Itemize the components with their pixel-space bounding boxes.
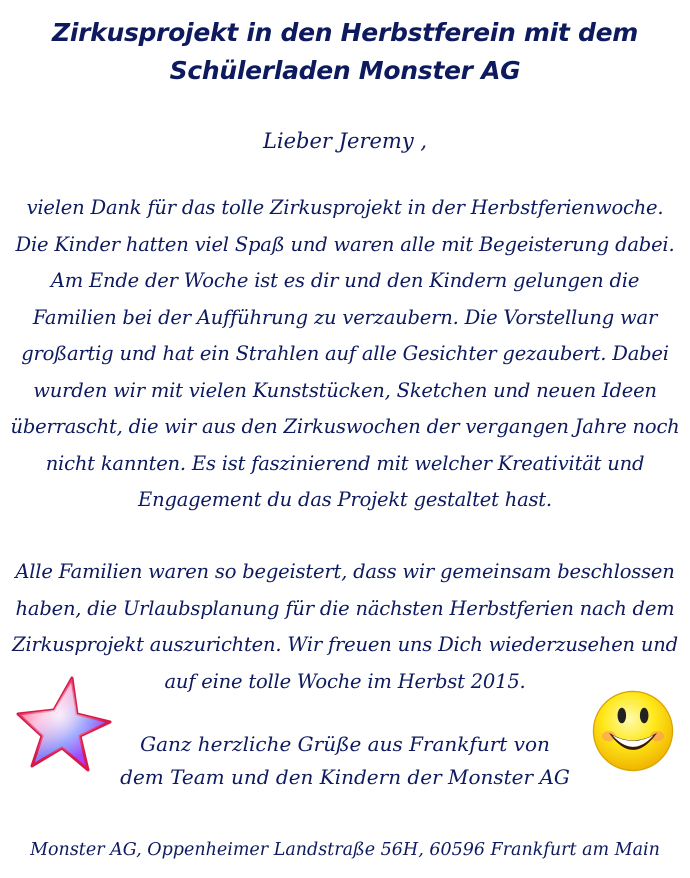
smiley-face-icon <box>590 688 676 774</box>
footer-address: Monster AG, Oppenheimer Landstraße 56H, 60596 Frankfurt am Main <box>30 840 660 860</box>
title-line-2: Schülerladen Monster AG <box>169 56 521 85</box>
closing-line-2: dem Team und den Kindern der Monster AG <box>120 765 570 789</box>
body-paragraph-2: Alle Familien waren so begeistert, dass wir gemeinsam beschlossen haben, die Urlaubsplanung für die nächsten Herbstferien nach dem Zirkusprojekt auszurichten. Wir freuen uns Dich wiederzusehen und auf eine tolle Woche im Herbst 2015. <box>12 560 678 693</box>
body-paragraph-1: vielen Dank für das tolle Zirkusprojekt in der Herbstferienwoche. Die Kinder hatten viel Spaß und waren alle mit Begeisterung dabei. Am Ende der Woche ist es dir und den Kindern gelungen die Familien bei der Aufführung zu verzaubern. Die Vorstellung war großartig und hat ein Strahlen auf alle Gesichter gezaubert. Dabei wurden wir mit vielen Kunststücken, Sketchen und neuen Ideen überrascht, die wir aus den Zirkuswochen der vergangen Jahre noch nicht kannten. Es ist faszinierend mit welcher Kreativität und Engagement du das Projekt gestaltet hast. <box>10 196 680 511</box>
closing <box>100 728 590 794</box>
greeting: Lieber Jeremy , <box>262 129 428 153</box>
closing-line-1: Ganz herzliche Grüße aus Frankfurt von <box>140 732 550 756</box>
star-icon <box>14 674 114 774</box>
letter-title <box>0 14 690 90</box>
title-line-1: Zirkusprojekt in den Herbstferein mit dem <box>52 18 638 47</box>
